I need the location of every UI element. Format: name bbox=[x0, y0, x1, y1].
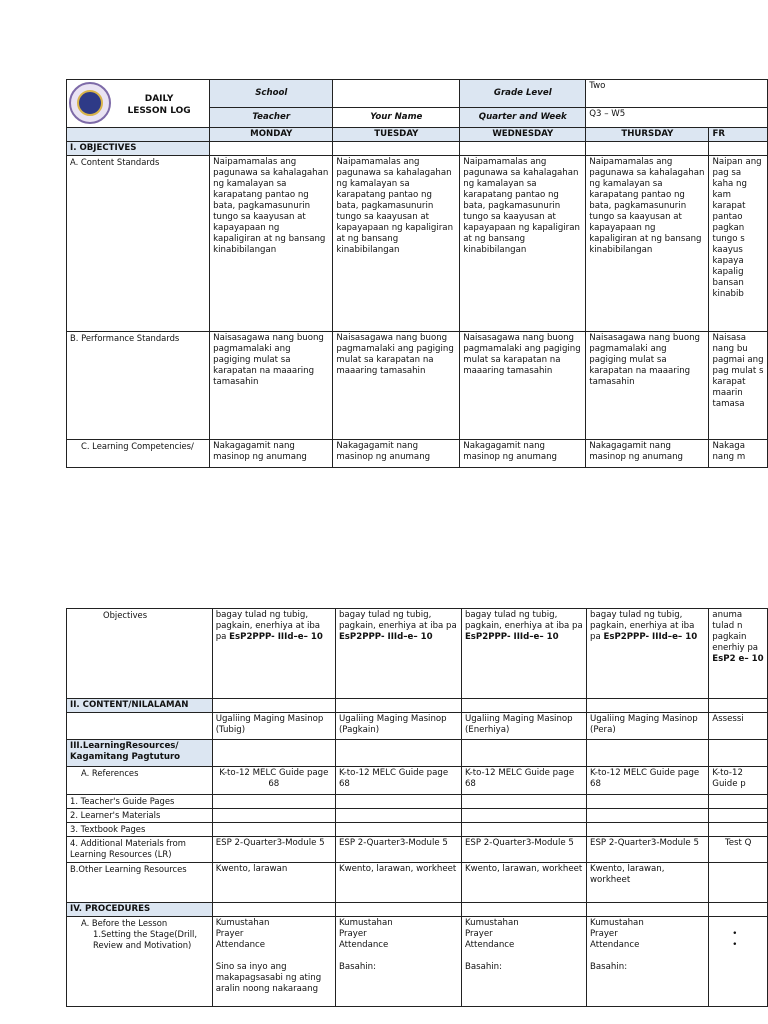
day-header-blank bbox=[67, 128, 210, 142]
melc-code: EsP2PPP- IIId–e– 10 bbox=[603, 632, 698, 642]
other-resources-label: B.Other Learning Resources bbox=[67, 863, 213, 903]
topic-monday: Ugaliing Maging Masinop (Tubig) bbox=[212, 713, 335, 740]
quarter-label: Quarter and Week bbox=[460, 108, 586, 128]
competency-thursday: Nakagagamit nang masinop ng anumang bbox=[586, 440, 709, 468]
competency-wednesday: Nakagagamit nang masinop ng anumang bbox=[460, 440, 586, 468]
topic-thursday: Ugaliing Maging Masinop (Pera) bbox=[587, 713, 709, 740]
topic-tuesday: Ugaliing Maging Masinop (Pagkain) bbox=[335, 713, 461, 740]
references-friday: K-to-12 Guide p bbox=[709, 767, 768, 795]
resources-section: III.LearningResources/ Kagamitang Pagtuturo bbox=[67, 740, 213, 767]
references-wednesday: K-to-12 MELC Guide page 68 bbox=[461, 767, 586, 795]
content-standards-friday: Naipan ang pag sa kaha ng kam karapat pantao pagkan tungo s kaayus kapaya kapalig bansan kinabib bbox=[709, 156, 768, 332]
day-tuesday: TUESDAY bbox=[333, 128, 460, 142]
competency-monday: Nakagagamit nang masinop ng anumang bbox=[210, 440, 333, 468]
objectives-section: I. OBJECTIVES bbox=[67, 142, 210, 156]
performance-standards-label: B. Performance Standards bbox=[67, 332, 210, 440]
objectives-monday: bagay tulad ng tubig, pagkain, enerhiya at iba pa EsP2PPP- IIId–e– 10 bbox=[212, 609, 335, 699]
content-standards-tuesday: Naipamamalas ang pagunawa sa kahalagahan ng kamalayan sa karapatang pantao ng bata, pagkamasunurin tungo sa kaayusan at kapayapaan ng kapaligiran at ng bansang kinabibilangan bbox=[333, 156, 460, 332]
topic-friday: Assessi bbox=[709, 713, 768, 740]
lesson-log-table-bottom bbox=[66, 608, 768, 1007]
objectives-thursday: bagay tulad ng tubig, pagkain, enerhiya at iba pa EsP2PPP- IIId–e– 10 bbox=[587, 609, 709, 699]
melc-code: EsP2PPP- IIId–e– 10 bbox=[229, 632, 323, 642]
teacher-value: Your Name bbox=[333, 108, 460, 128]
setting-stage-label: 1.Setting the Stage(Drill, Review and Motivation) bbox=[93, 929, 198, 950]
content-standards-label: A. Content Standards bbox=[67, 156, 210, 332]
additional-tuesday: ESP 2-Quarter3-Module 5 bbox=[335, 837, 461, 863]
bullet-icon bbox=[712, 940, 764, 951]
before-thursday: Kumustahan Prayer Attendance Basahin: bbox=[587, 917, 709, 1007]
performance-standards-wednesday: Naisasagawa nang buong pagmamalaki ang pagiging mulat sa karapatan na maaaring tamasahin bbox=[460, 332, 586, 440]
lesson-log-table-top bbox=[66, 79, 768, 468]
textbook-pages-label: 3. Textbook Pages bbox=[67, 823, 213, 837]
competencies-label: C. Learning Competencies/ bbox=[67, 440, 210, 468]
before-tuesday: Kumustahan Prayer Attendance Basahin: bbox=[335, 917, 461, 1007]
procedures-section: IV. PROCEDURES bbox=[67, 903, 213, 917]
objectives-label: Objectives bbox=[67, 609, 213, 699]
additional-materials-label: 4. Additional Materials from Learning Resources (LR) bbox=[67, 837, 213, 863]
content-standards-thursday: Naipamamalas ang pagunawa sa kahalagahan ng kamalayan sa karapatang pantao ng bata, pagkamasunurin tungo sa kaayusan at kapayapaan ng kapaligiran at ng bansang kinabibilangan bbox=[586, 156, 709, 332]
additional-thursday: ESP 2-Quarter3-Module 5 bbox=[587, 837, 709, 863]
before-monday: Kumustahan Prayer Attendance Sino sa inyo ang makapagsasabi ng ating aralin noong nakaraang bbox=[212, 917, 335, 1007]
monday-review-question: Sino sa inyo ang makapagsasabi ng ating aralin noong nakaraang bbox=[215, 962, 322, 994]
melc-code: EsP2PPP- IIId–e– 10 bbox=[464, 632, 559, 642]
before-friday bbox=[709, 917, 768, 1007]
day-monday: MONDAY bbox=[210, 128, 333, 142]
day-wednesday: WEDNESDAY bbox=[460, 128, 586, 142]
school-label: School bbox=[210, 80, 333, 108]
performance-standards-monday: Naisasagawa nang buong pagmamalaki ang pagiging mulat sa karapatan na maaaring tamasahin bbox=[210, 332, 333, 440]
competency-tuesday: Nakagagamit nang masinop ng anumang bbox=[333, 440, 460, 468]
objectives-wednesday: bagay tulad ng tubig, pagkain, enerhiya at iba pa EsP2PPP- IIId–e– 10 bbox=[461, 609, 586, 699]
other-monday: Kwento, larawan bbox=[212, 863, 335, 903]
title-daily: DAILY bbox=[144, 94, 174, 104]
content-standards-wednesday: Naipamamalas ang pagunawa sa kahalagahan ng kamalayan sa karapatang pantao ng bata, pagkamasunurin tungo sa kaayusan at kapayapaan ng kapaligiran at ng bansang kinabibilangan bbox=[460, 156, 586, 332]
performance-standards-friday: Naisasa nang bu pagmai ang pag mulat s karapat maarin tamasa bbox=[709, 332, 768, 440]
school-value bbox=[333, 80, 460, 108]
learners-materials-label: 2. Learner's Materials bbox=[67, 809, 213, 823]
content-standards-monday: Naipamamalas ang pagunawa sa kahalagahan ng kamalayan sa karapatang pantao ng bata, pagkamasunurin tungo sa kaayusan at kapayapaan ng kapaligiran at ng bansang kinabibilangan bbox=[210, 156, 333, 332]
other-thursday: Kwento, larawan, workheet bbox=[587, 863, 709, 903]
melc-code: EsP2PPP- IIId–e– 10 bbox=[338, 632, 433, 642]
references-label: A. References bbox=[67, 767, 213, 795]
objectives-friday: anuma tulad n pagkain enerhiy pa EsP2 e– 10 bbox=[709, 609, 768, 699]
teachers-guide-label: 1. Teacher's Guide Pages bbox=[67, 795, 213, 809]
performance-standards-thursday: Naisasagawa nang buong pagmamalaki ang pagiging mulat sa karapatan na maaaring tamasahin bbox=[586, 332, 709, 440]
competency-friday: Nakaga nang m bbox=[709, 440, 768, 468]
teacher-label: Teacher bbox=[210, 108, 333, 128]
before-lesson-label: A. Before the Lesson 1.Setting the Stage(Drill, Review and Motivation) bbox=[67, 917, 213, 1007]
references-tuesday: K-to-12 MELC Guide page 68 bbox=[335, 767, 461, 795]
quarter-value: Q3 – W5 bbox=[586, 108, 768, 128]
other-tuesday: Kwento, larawan, workheet bbox=[335, 863, 461, 903]
content-section: II. CONTENT/NILALAMAN bbox=[67, 699, 213, 713]
grade-level-value: Two bbox=[586, 80, 768, 108]
additional-friday: Test Q bbox=[709, 837, 768, 863]
grade-level-label: Grade Level bbox=[460, 80, 586, 108]
topic-wednesday: Ugaliing Maging Masinop (Enerhiya) bbox=[461, 713, 586, 740]
additional-wednesday: ESP 2-Quarter3-Module 5 bbox=[461, 837, 586, 863]
other-friday bbox=[709, 863, 768, 903]
objectives-tuesday: bagay tulad ng tubig, pagkain, enerhiya at iba pa EsP2PPP- IIId–e– 10 bbox=[335, 609, 461, 699]
references-monday: K-to-12 MELC Guide page 68 bbox=[212, 767, 335, 795]
melc-code: EsP2 e– 10 bbox=[712, 654, 764, 664]
header-title-cell bbox=[67, 80, 210, 128]
day-thursday: THURSDAY bbox=[586, 128, 709, 142]
before-wednesday: Kumustahan Prayer Attendance Basahin: bbox=[461, 917, 586, 1007]
references-thursday: K-to-12 MELC Guide page 68 bbox=[587, 767, 709, 795]
other-wednesday: Kwento, larawan, workheet bbox=[461, 863, 586, 903]
deped-seal-icon bbox=[69, 82, 111, 124]
performance-standards-tuesday: Naisasagawa nang buong pagmamalaki ang pagiging mulat sa karapatan na maaaring tamasahin bbox=[333, 332, 460, 440]
day-friday: FR bbox=[709, 128, 768, 142]
additional-monday: ESP 2-Quarter3-Module 5 bbox=[212, 837, 335, 863]
bullet-icon bbox=[712, 929, 764, 940]
title-lesson-log: LESSON LOG bbox=[127, 106, 191, 116]
